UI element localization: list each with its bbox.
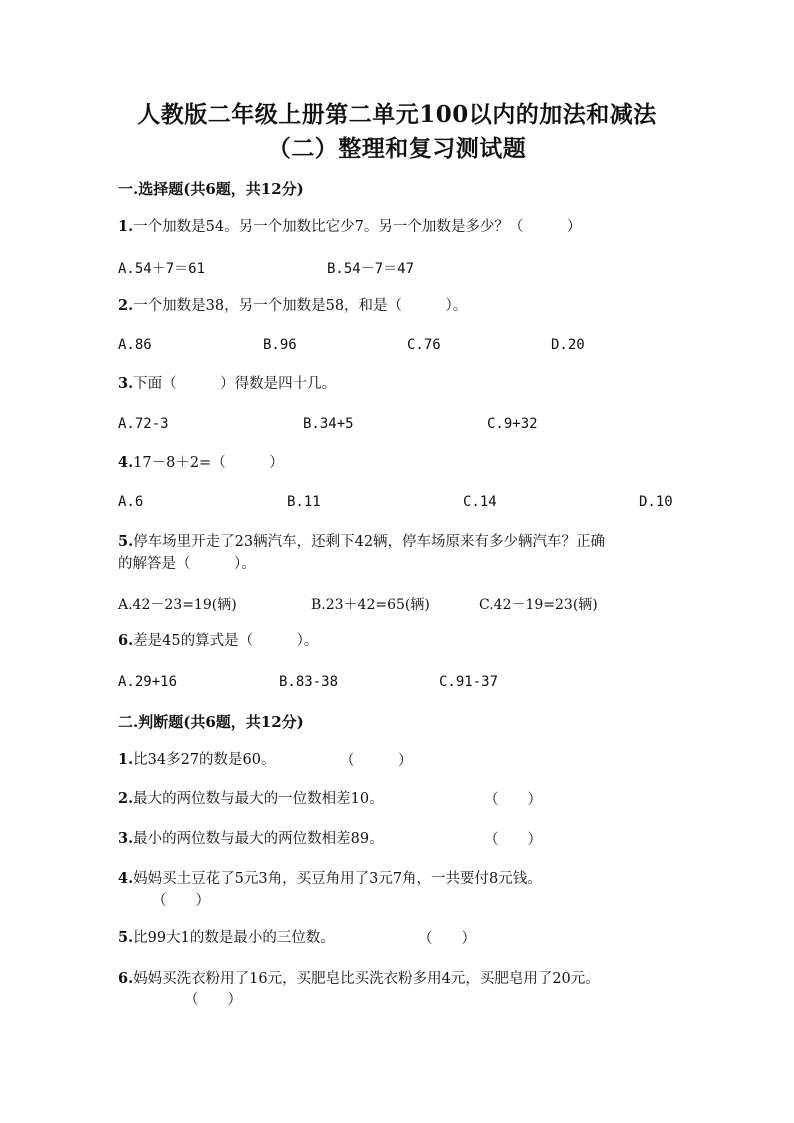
question-text: 一个加数是54。另一个加数比它少7。另一个加数是多少？（ ） (133, 219, 582, 235)
choice-4-option-d[interactable]: D.10 (639, 494, 673, 510)
choice-question-5-line2: 的解答是（ ）。 (118, 556, 256, 572)
choice-4-option-a[interactable]: A.6 (118, 494, 144, 510)
choice-4-option-c[interactable]: C.14 (463, 494, 497, 510)
question-text: 17－8＋2=（ ） (133, 455, 284, 471)
choice-3-option-b[interactable]: B.34+5 (303, 416, 354, 432)
choice-question-5 (118, 531, 605, 553)
judge-question-4 (118, 868, 542, 890)
judge-question-3 (118, 828, 384, 850)
choice-question-1 (118, 216, 581, 238)
question-text: 停车场里开走了23辆汽车，还剩下42辆，停车场原来有多少辆汽车？正确 (133, 534, 606, 550)
choice-6-option-c[interactable]: C.91-37 (439, 674, 499, 690)
judge-4-answer-blank[interactable]: （ ） (152, 893, 210, 909)
question-text: 下面（ ）得数是四十几。 (133, 376, 337, 392)
judge-2-answer-blank[interactable]: （ ） (484, 792, 542, 808)
choice-6-option-b[interactable]: B.83-38 (279, 674, 339, 690)
page-title-line1: 人教版二年级上册第二单元100以内的加法和减法 (137, 101, 657, 128)
question-text: 差是45的算式是（ ）。 (133, 633, 319, 649)
question-text: 一个加数是38，另一个加数是58，和是（ ）。 (133, 298, 468, 314)
judge-6-answer-blank[interactable]: （ ） (184, 992, 242, 1008)
choice-question-6 (118, 630, 318, 652)
choice-6-option-a[interactable]: A.29+16 (118, 674, 178, 690)
question-number: 2. (118, 297, 134, 314)
choice-5-option-a[interactable]: A.42－23=19(辆) (118, 597, 237, 613)
choice-3-option-a[interactable]: A.72-3 (118, 416, 169, 432)
choice-2-option-a[interactable]: A.86 (118, 337, 152, 353)
choice-2-option-c[interactable]: C.76 (407, 337, 441, 353)
page-title-line2: （二）整理和复习测试题 (267, 135, 527, 162)
question-text: 比99大1的数是最小的三位数。 (133, 930, 335, 946)
choice-5-option-b[interactable]: B.23＋42=65(辆) (311, 597, 430, 613)
choice-question-3 (118, 373, 336, 395)
choice-5-option-c[interactable]: C.42－19=23(辆) (479, 597, 598, 613)
section-heading-choice: 一.选择题(共6题，共12分) (118, 180, 304, 198)
question-number: 5. (118, 929, 134, 946)
judge-1-answer-blank[interactable]: （ ） (340, 753, 413, 769)
judge-question-1 (118, 749, 276, 771)
judge-5-answer-blank[interactable]: （ ） (418, 931, 476, 947)
question-text: 最小的两位数与最大的两位数相差89。 (133, 831, 384, 847)
judge-question-5 (118, 927, 335, 949)
question-number: 6. (118, 970, 134, 987)
choice-3-option-c[interactable]: C.9+32 (487, 416, 538, 432)
choice-question-2 (118, 295, 467, 317)
choice-2-option-b[interactable]: B.96 (263, 337, 297, 353)
question-number: 2. (118, 790, 134, 807)
judge-question-2 (118, 788, 384, 810)
question-number: 5. (118, 533, 134, 550)
question-number: 1. (118, 751, 134, 768)
question-number: 4. (118, 454, 134, 471)
choice-4-option-b[interactable]: B.11 (287, 494, 321, 510)
question-number: 1. (118, 218, 134, 235)
question-number: 4. (118, 870, 134, 887)
question-text: 妈妈买土豆花了5元3角，买豆角用了3元7角，一共要付8元钱。 (133, 871, 542, 887)
question-number: 3. (118, 830, 134, 847)
choice-1-option-a[interactable]: A.54＋7＝61 (118, 261, 206, 277)
question-text: 比34多27的数是60。 (133, 752, 276, 768)
judge-3-answer-blank[interactable]: （ ） (484, 832, 542, 848)
question-number: 3. (118, 375, 134, 392)
question-text: 妈妈买洗衣粉用了16元，买肥皂比买洗衣粉多用4元，买肥皂用了20元。 (133, 971, 600, 987)
section-heading-judge: 二.判断题(共6题，共12分) (118, 713, 304, 731)
choice-question-4 (118, 452, 284, 474)
choice-2-option-d[interactable]: D.20 (551, 337, 585, 353)
judge-question-6 (118, 968, 600, 990)
question-text: 最大的两位数与最大的一位数相差10。 (133, 791, 384, 807)
choice-1-option-b[interactable]: B.54－7＝47 (327, 261, 415, 277)
question-number: 6. (118, 632, 134, 649)
